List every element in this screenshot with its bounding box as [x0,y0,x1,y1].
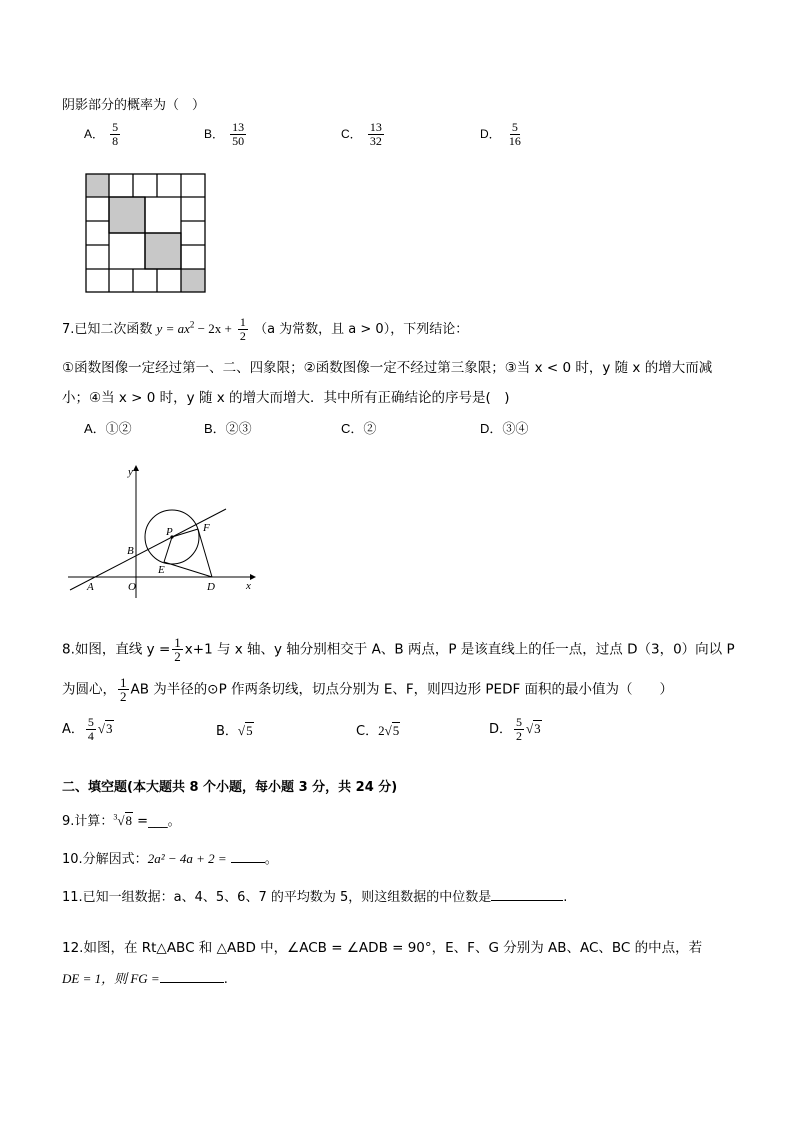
q8-option-c[interactable]: C．2√5 [356,723,400,739]
q7-option-a[interactable]: A．①② [84,421,132,436]
option-fraction: $\frac{13}{32}$ [369,120,382,148]
q11-answer-blank[interactable] [491,888,563,901]
q6-option-a[interactable] [84,121,122,148]
shaded-grid-figure [85,173,207,293]
label-f: F [203,522,210,534]
q6-option-d[interactable] [480,121,525,148]
q6-option-b[interactable] [204,121,248,148]
q6-option-c[interactable] [341,121,386,148]
label-y: y [128,466,133,478]
q7-option-c[interactable]: C．② [341,421,377,436]
q8-option-d[interactable]: D． $\frac{5}{2}$ √3 [489,715,541,743]
option-letter: B． [204,127,225,141]
option-fraction: $\frac{5}{16}$ [508,120,521,148]
q11: 11.已知一组数据：a、4、5、6、7 的平均数为 5，则这组数据的中位数是 . [62,890,568,905]
q7-line2: ①函数图像一定经过第一、二、四象限；②函数图像一定不经过第三象限；③当 x < 0 时，y 随 x 的增大而减 [62,360,713,376]
q10: 10.分解因式：2a² − 4a + 2 = 。 [62,851,278,867]
option-letter: C． [341,127,362,141]
label-a: A [87,581,94,593]
q12-line2: DE = 1，则 FG = . [62,971,228,987]
option-letter: A． [84,127,105,141]
q8-option-a[interactable]: A． $\frac{5}{4}$ √3 [62,715,113,743]
q8-line2: 为圆心， $\frac{1}{2}$ AB 为半径的⊙P 作两条切线，切点分别为 E、F，则四边形 PEDF 面积的最小值为（ ） [62,675,674,704]
q7-option-d[interactable]: D．③④ [480,421,529,436]
q8-geometry-figure [60,460,260,600]
shaded-top-left-cell [86,174,109,197]
tangent-de [164,562,212,577]
q9: 9.计算：$^3$√8 =___。 [62,812,181,829]
q7-stem: 7.已知二次函数 $y = ax^2 - 2x$ + $\frac{1}{2}$ （a 为常数，且 a > 0），下列结论： [62,315,469,343]
q7-option-b[interactable]: B．②③ [204,421,252,436]
q12-answer-blank[interactable] [160,970,224,983]
tangent-df [198,529,212,577]
q7-line3: 小；④当 x > 0 时，y 随 x 的增大而增大．其中所有正确结论的序号是( ) [62,390,510,406]
label-o: O [128,581,136,593]
shaded-bottom-right-cell [181,269,205,292]
q10-answer-blank[interactable] [231,850,265,863]
label-x: x [246,580,251,592]
label-d: D [207,581,215,593]
q6-stem: 阴影部分的概率为（ ） [62,98,206,113]
label-b: B [127,545,134,557]
option-fraction: $\frac{13}{50}$ [232,120,245,148]
option-letter: D． [480,127,501,141]
option-fraction: $\frac{5}{8}$ [112,120,119,148]
label-p: P [166,526,173,538]
shaded-block-2 [145,233,181,269]
q8-option-b[interactable]: B．√5 [216,723,253,739]
q8-line1: 8.如图，直线 y = $\frac{1}{2}$ x+1 与 x 轴、y 轴分别相交于 A、B 两点，P 是该直线上的任一点，过点 D（3，0）向以 P [62,635,735,664]
q12-line1: 12.如图，在 Rt△ABC 和 △ABD 中，∠ACB = ∠ADB = 90°，E、F、G 分别为 AB、AC、BC 的中点，若 [62,940,703,956]
section2-title: 二、填空题(本大题共 8 个小题，每小题 3 分，共 24 分) [62,780,398,795]
label-e: E [158,564,165,576]
shaded-block-1 [109,197,145,233]
